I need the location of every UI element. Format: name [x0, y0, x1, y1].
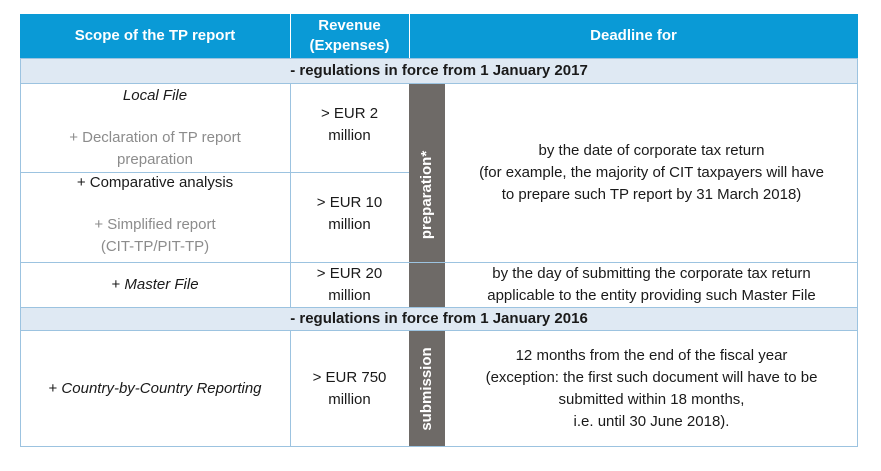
local-file-title: Local File	[122, 87, 188, 104]
grid-line	[290, 83, 291, 307]
revenue-comparative-line1: > EUR 10	[316, 194, 383, 211]
deadline-2017-line2: (for example, the majority of CIT taxpayers will have	[479, 163, 824, 181]
header-scope-label: Scope of the TP report	[74, 27, 236, 44]
deadline-corporate-tax-return	[445, 83, 858, 262]
grid-line	[20, 58, 21, 447]
grid-line	[20, 446, 858, 447]
deadline-cbcr-line3: submitted within 18 months,	[558, 390, 745, 408]
section-band-2017-label: - regulations in force from 1 January 2017	[290, 61, 588, 79]
deadline-cbcr	[445, 330, 858, 447]
grid-line	[20, 330, 858, 331]
deadline-cbcr-line1: 12 months from the end of the fiscal year	[515, 346, 788, 364]
submission-label: submission	[418, 346, 435, 431]
header-deadline	[409, 14, 858, 58]
grid-line	[20, 83, 858, 84]
deadline-cbcr-line2: (exception: the first such document will have to be	[485, 368, 818, 386]
section-band-2017	[20, 58, 858, 83]
revenue-master-file	[290, 262, 409, 307]
grid-line	[20, 172, 409, 173]
revenue-master-file-line2: million	[328, 286, 371, 304]
header-revenue-line2: (Expenses)	[309, 37, 390, 54]
local-file-sub-line2: preparation	[117, 151, 193, 168]
revenue-cbcr-line1: > EUR 750	[312, 368, 387, 386]
comparative-sub-line2: (CIT-TP/PIT-TP)	[100, 238, 210, 255]
local-file-sub-line1: + Declaration of TP report	[69, 129, 241, 146]
grid-line	[20, 58, 858, 59]
cbcr-title: Country-by-Country Reporting	[61, 379, 262, 397]
preparation-label: preparation*	[418, 150, 435, 240]
deadline-master-file-line2: applicable to the entity providing such Master File	[487, 286, 816, 304]
header-divider	[290, 14, 291, 58]
deadline-2017-line3: to prepare such TP report by 31 March 2018)	[501, 185, 802, 203]
revenue-local-file	[290, 83, 409, 172]
header-divider	[409, 14, 410, 58]
revenue-master-file-line1: > EUR 20	[316, 264, 383, 282]
master-file-title: Master File	[124, 275, 199, 293]
master-file-prefix: +	[111, 275, 125, 293]
deadline-cbcr-line4: i.e. until 30 June 2018).	[573, 412, 730, 430]
revenue-cbcr-line2: million	[328, 390, 371, 408]
grid-line	[290, 330, 291, 447]
deadline-2017-line1: by the date of corporate tax return	[538, 141, 765, 159]
revenue-local-file-line1: > EUR 2	[320, 105, 379, 122]
deadline-master-file	[445, 262, 858, 307]
header-deadline-label: Deadline for	[590, 27, 677, 44]
header-scope	[20, 14, 290, 58]
revenue-cbcr	[290, 330, 409, 447]
comparative-sub-line1: + Simplified report	[94, 216, 216, 233]
revenue-local-file-line2: million	[328, 127, 371, 144]
header-revenue-line1: Revenue	[318, 17, 381, 34]
header-revenue	[290, 14, 409, 58]
tp-report-table	[20, 14, 858, 447]
comparative-title: + Comparative analysis	[76, 174, 234, 191]
grid-line	[857, 58, 858, 447]
grid-line	[20, 262, 858, 263]
scope-master-file	[20, 262, 290, 307]
revenue-comparative	[290, 172, 409, 262]
grid-line	[20, 307, 858, 308]
scope-cbcr	[20, 330, 290, 447]
deadline-master-file-line1: by the day of submitting the corporate tax return	[492, 264, 811, 282]
scope-comparative-analysis	[20, 172, 290, 262]
scope-local-file	[20, 83, 290, 172]
revenue-comparative-line2: million	[328, 216, 371, 233]
section-band-2016	[20, 307, 858, 330]
section-band-2016-label: - regulations in force from 1 January 2016	[290, 309, 588, 327]
preparation-bar	[409, 83, 445, 307]
cbcr-prefix: +	[48, 379, 62, 397]
submission-bar	[409, 330, 445, 447]
